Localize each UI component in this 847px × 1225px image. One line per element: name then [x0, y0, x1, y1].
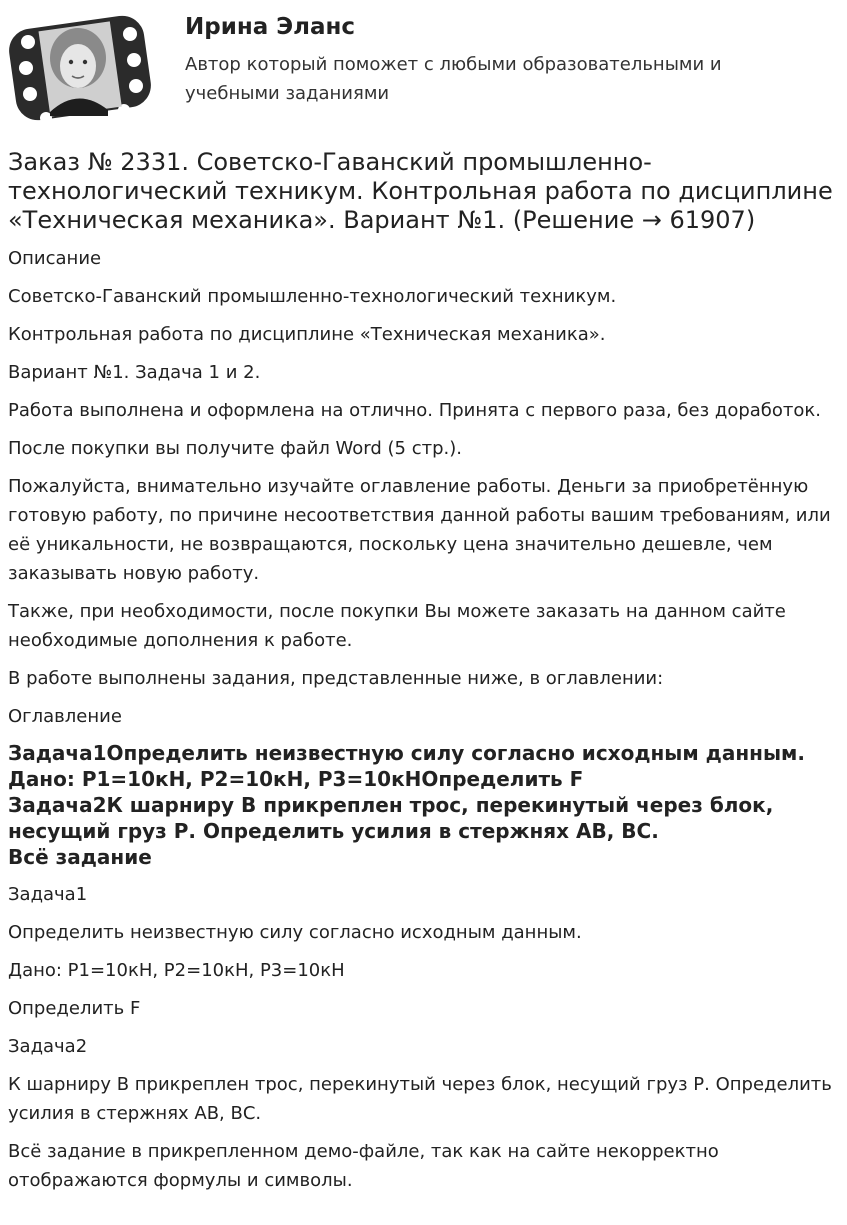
toc-item: Задача2К шарниру В прикреплен трос, перекинутый через блок, несущий груз Р. Определить усилия в стержнях АВ, ВС.: [8, 793, 774, 843]
body-paragraph: Определить неизвестную силу согласно исходным данным.: [8, 922, 582, 943]
body-paragraph: К шарниру В прикреплен трос, перекинутый через блок, несущий груз Р. Определить усилия в стержнях АВ, ВС.: [8, 1074, 832, 1124]
toc-item: Всё задание: [8, 845, 152, 869]
author-name[interactable]: Ирина Эланс: [185, 14, 356, 40]
body-paragraph: Задача1: [8, 884, 88, 905]
body-paragraph: Задача2: [8, 1036, 88, 1057]
description-paragraph: Работа выполнена и оформлена на отлично. Принята с первого раза, без доработок.: [8, 400, 822, 421]
author-card: [0, 0, 847, 140]
description-paragraph: Пожалуйста, внимательно изучайте оглавление работы. Деньги за приобретённую готовую работу, по причине несоответствия данной работы вашим требованиям, или её уникальности, не возвращаются, поскольку цена значительно дешевле, чем заказывать новую работу.: [8, 476, 831, 584]
description-paragraph: Контрольная работа по дисциплине «Техническая механика».: [8, 324, 606, 345]
body-paragraph: Определить F: [8, 998, 141, 1019]
body-paragraph: Дано: P1=10кН, P2=10кН, P3=10кН: [8, 960, 345, 981]
description-paragraph: В работе выполнены задания, представленные ниже, в оглавлении:: [8, 668, 664, 689]
description-label: Описание: [8, 248, 102, 269]
page-title: Заказ № 2331. Советско-Гаванский промышленно-технологический техникум. Контрольная работа по дисциплине «Техническая механика». Вариант №1. (Решение → 61907): [8, 148, 833, 234]
body-paragraph: Всё задание в прикрепленном демо-файле, так как на сайте некорректно отображаются формулы и символы.: [8, 1141, 719, 1191]
description-paragraph: После покупки вы получите файл Word (5 стр.).: [8, 438, 463, 459]
table-of-contents: [8, 740, 838, 870]
description-paragraph: Вариант №1. Задача 1 и 2.: [8, 362, 261, 383]
author-description: Автор который поможет с любыми образовательными и учебными заданиями: [185, 54, 722, 104]
description-paragraph: Советско-Гаванский промышленно-технологический техникум.: [8, 286, 617, 307]
author-avatar: [6, 8, 154, 128]
description-paragraph: Также, при необходимости, после покупки Вы можете заказать на данном сайте необходимые дополнения к работе.: [8, 601, 786, 651]
toc-label: Оглавление: [8, 706, 122, 727]
toc-item: Задача1Определить неизвестную силу согласно исходным данным. Дано: P1=10кН, P2=10кН, P3=10кНОпределить F: [8, 741, 806, 791]
order-content: [8, 244, 838, 1204]
